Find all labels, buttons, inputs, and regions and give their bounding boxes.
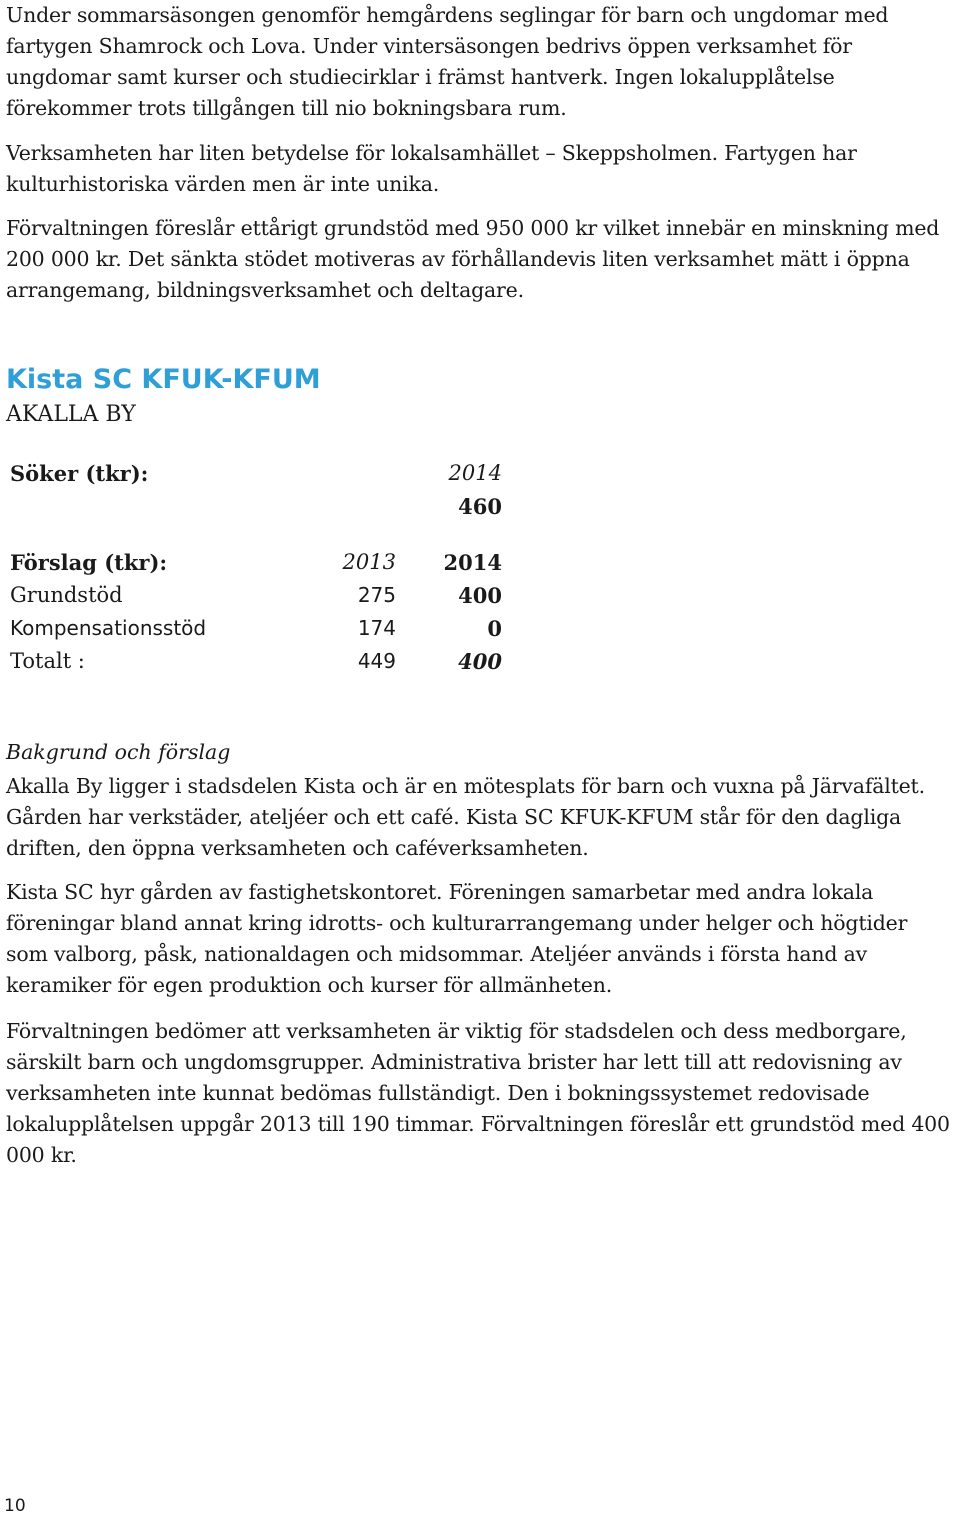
row-curr: 400	[458, 583, 502, 608]
total-row	[10, 649, 510, 682]
table-row	[10, 583, 510, 616]
table-row	[10, 616, 510, 649]
proposal-table	[10, 550, 510, 682]
application-year: 2014	[448, 461, 502, 485]
intro-paragraph-3: Förvaltningen föreslår ettårigt grundstöd med 950 000 kr vilket innebär en minskning med 200 000 kr. Det sänkta stödet motiveras av förhållandevis liten verksamhet mätt i öppna arrangemang, bildningsverksamhet och deltagare.	[6, 216, 940, 302]
intro-paragraph-2: Verksamheten har liten betydelse för lokalsamhället – Skeppsholmen. Fartygen har kulturhistoriska värden men är inte unika.	[6, 141, 857, 196]
row-label: Kompensationsstöd	[10, 616, 207, 640]
background-paragraph-3: Förvaltningen bedömer att verksamheten är viktig för stadsdelen och dess medborgare, särskilt barn och ungdomsgrupper. Administrativa brister har lett till att redovisning av verksamheten inte kunnat bedömas fullständigt. Den i bokningssystemet redovisade lokalupplåtelsen uppgår 2013 till 190 timmar. Förvaltningen föreslår ett grundstöd med 400 000 kr.	[6, 1019, 950, 1167]
application-table	[10, 461, 510, 527]
row-curr: 0	[487, 616, 502, 641]
total-prev: 449	[357, 649, 396, 673]
organization-subtitle: AKALLA BY	[6, 402, 136, 427]
organization-title: Kista SC KFUK-KFUM	[6, 364, 321, 395]
application-amount: 460	[458, 494, 502, 519]
application-header-row	[10, 461, 510, 494]
row-prev: 174	[357, 616, 396, 640]
row-label: Grundstöd	[10, 583, 123, 607]
proposal-year-prev: 2013	[342, 550, 396, 574]
background-paragraph-2: Kista SC hyr gården av fastighetskontoret. Föreningen samarbetar med andra lokala föreningar bland annat kring idrotts- och kulturarrangemang under helger och högtider som valborg, påsk, nationaldagen och midsommar. Ateljéer används i första hand av keramiker för egen produktion och kurser för allmänheten.	[6, 880, 908, 997]
proposal-label: Förslag (tkr):	[10, 550, 168, 575]
proposal-header-row	[10, 550, 510, 583]
application-amount-row	[10, 494, 510, 527]
row-prev: 275	[357, 583, 396, 607]
total-curr: 400	[458, 649, 502, 674]
page-number: 10	[4, 1496, 26, 1516]
intro-paragraph-1: Under sommarsäsongen genomför hemgårdens seglingar för barn och ungdomar med fartygen Shamrock och Lova. Under vintersäsongen bedrivs öppen verksamhet för ungdomar samt kurser och studiecirklar i främst hantverk. Ingen lokalupplåtelse förekommer trots tillgången till nio bokningsbara rum.	[6, 3, 889, 120]
background-paragraph-1: Akalla By ligger i stadsdelen Kista och är en mötesplats för barn och vuxna på Järvafältet. Gården har verkstäder, ateljéer och ett café. Kista SC KFUK-KFUM står för den dagliga driften, den öppna verksamheten och caféverksamheten.	[6, 774, 925, 860]
application-label: Söker (tkr):	[10, 461, 149, 486]
proposal-year-curr: 2014	[443, 550, 502, 575]
background-heading: Bakgrund och förslag	[6, 740, 231, 764]
total-label: Totalt :	[10, 649, 85, 673]
